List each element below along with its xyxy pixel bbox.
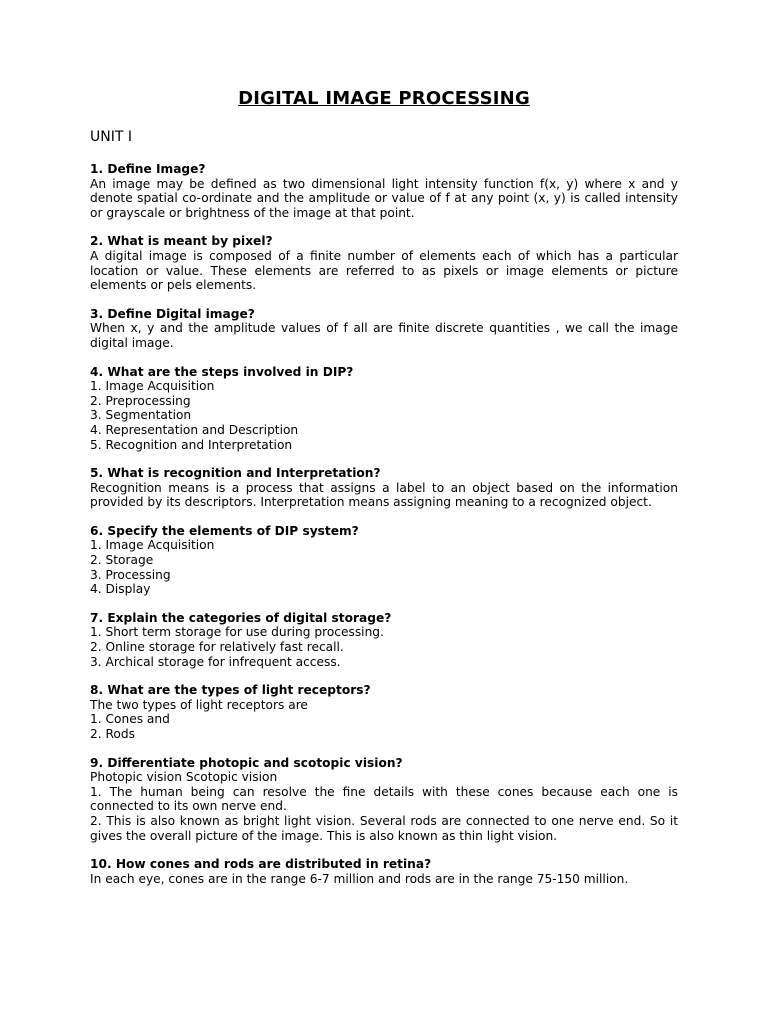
answer-10: In each eye, cones are in the range 6-7 million and rods are in the range 75-150 million.	[90, 871, 629, 886]
answer-6-line: 3. Processing	[90, 567, 171, 582]
answer-7-line: 1. Short term storage for use during processing.	[90, 625, 384, 640]
qa-item-9	[90, 756, 678, 844]
answer-7-line: 3. Archical storage for infrequent access.	[90, 654, 341, 669]
document-title: DIGITAL IMAGE PROCESSING	[238, 88, 530, 109]
question-9: 9. Differentiate photopic and scotopic vision?	[90, 755, 403, 770]
qa-item-3	[90, 307, 678, 351]
answer-4-line: 3. Segmentation	[90, 408, 192, 423]
answer-4-line: 1. Image Acquisition	[90, 379, 215, 394]
qa-item-4	[90, 365, 678, 453]
answer-4-line: 2. Preprocessing	[90, 393, 191, 408]
qa-item-10	[90, 857, 678, 886]
qa-item-2	[90, 234, 678, 292]
answer-9-line: Photopic vision Scotopic vision	[90, 770, 278, 785]
question-1: 1. Define Image?	[90, 162, 206, 176]
qa-item-5	[90, 466, 678, 510]
answer-6-line: 1. Image Acquisition	[90, 538, 215, 553]
answer-5: Recognition means is a process that assigns a label to an object based on the information provided by its descriptors. Interpretation means assigning meaning to a recognized object.	[90, 480, 678, 510]
question-3: 3. Define Digital image?	[90, 306, 255, 321]
question-4: 4. What are the steps involved in DIP?	[90, 364, 354, 379]
answer-6-line: 2. Storage	[90, 553, 154, 568]
answer-1: An image may be defined as two dimensional light intensity function f(x, y) where x and y denote spatial co-ordinate and the amplitude or value of f at any point (x, y) is called intensity or grayscale or brightness of the image at that point.	[90, 176, 678, 220]
unit-heading: UNIT I	[90, 129, 132, 145]
answer-8-line: 2. Rods	[90, 727, 135, 741]
answer-2: A digital image is composed of a finite number of elements each of which has a particular location or value. These elements are referred to as pixels or image elements or picture elements or pels elements.	[90, 248, 678, 293]
question-8: 8. What are the types of light receptors?	[90, 683, 371, 698]
answer-9-paragraph: 2. This is also known as bright light vision. Several rods are connected to one nerve end. So it gives the overall picture of the image. This is also known as thin light vision.	[90, 813, 678, 843]
answer-7-line: 2. Online storage for relatively fast recall.	[90, 640, 344, 655]
answer-6-line: 4. Display	[90, 582, 151, 597]
answer-3: When x, y and the amplitude values of f all are finite discrete quantities , we call the image digital image.	[90, 321, 678, 350]
qa-item-7	[90, 611, 678, 669]
document-page	[90, 88, 678, 900]
qa-item-1	[90, 162, 678, 220]
answer-9-paragraph: 1. The human being can resolve the fine details with these cones because each one is connected to its own nerve end.	[90, 784, 678, 814]
question-5: 5. What is recognition and Interpretation?	[90, 466, 381, 481]
qa-item-8	[90, 683, 678, 741]
question-6: 6. Specify the elements of DIP system?	[90, 523, 359, 538]
answer-8-line: 1. Cones and	[90, 712, 170, 727]
answer-8-line: The two types of light receptors are	[90, 697, 308, 712]
question-7: 7. Explain the categories of digital storage?	[90, 610, 392, 625]
qa-item-6	[90, 524, 678, 597]
answer-4-line: 5. Recognition and Interpretation	[90, 437, 293, 452]
answer-4-line: 4. Representation and Description	[90, 422, 299, 437]
question-10: 10. How cones and rods are distributed in retina?	[90, 857, 432, 872]
question-2: 2. What is meant by pixel?	[90, 234, 273, 249]
